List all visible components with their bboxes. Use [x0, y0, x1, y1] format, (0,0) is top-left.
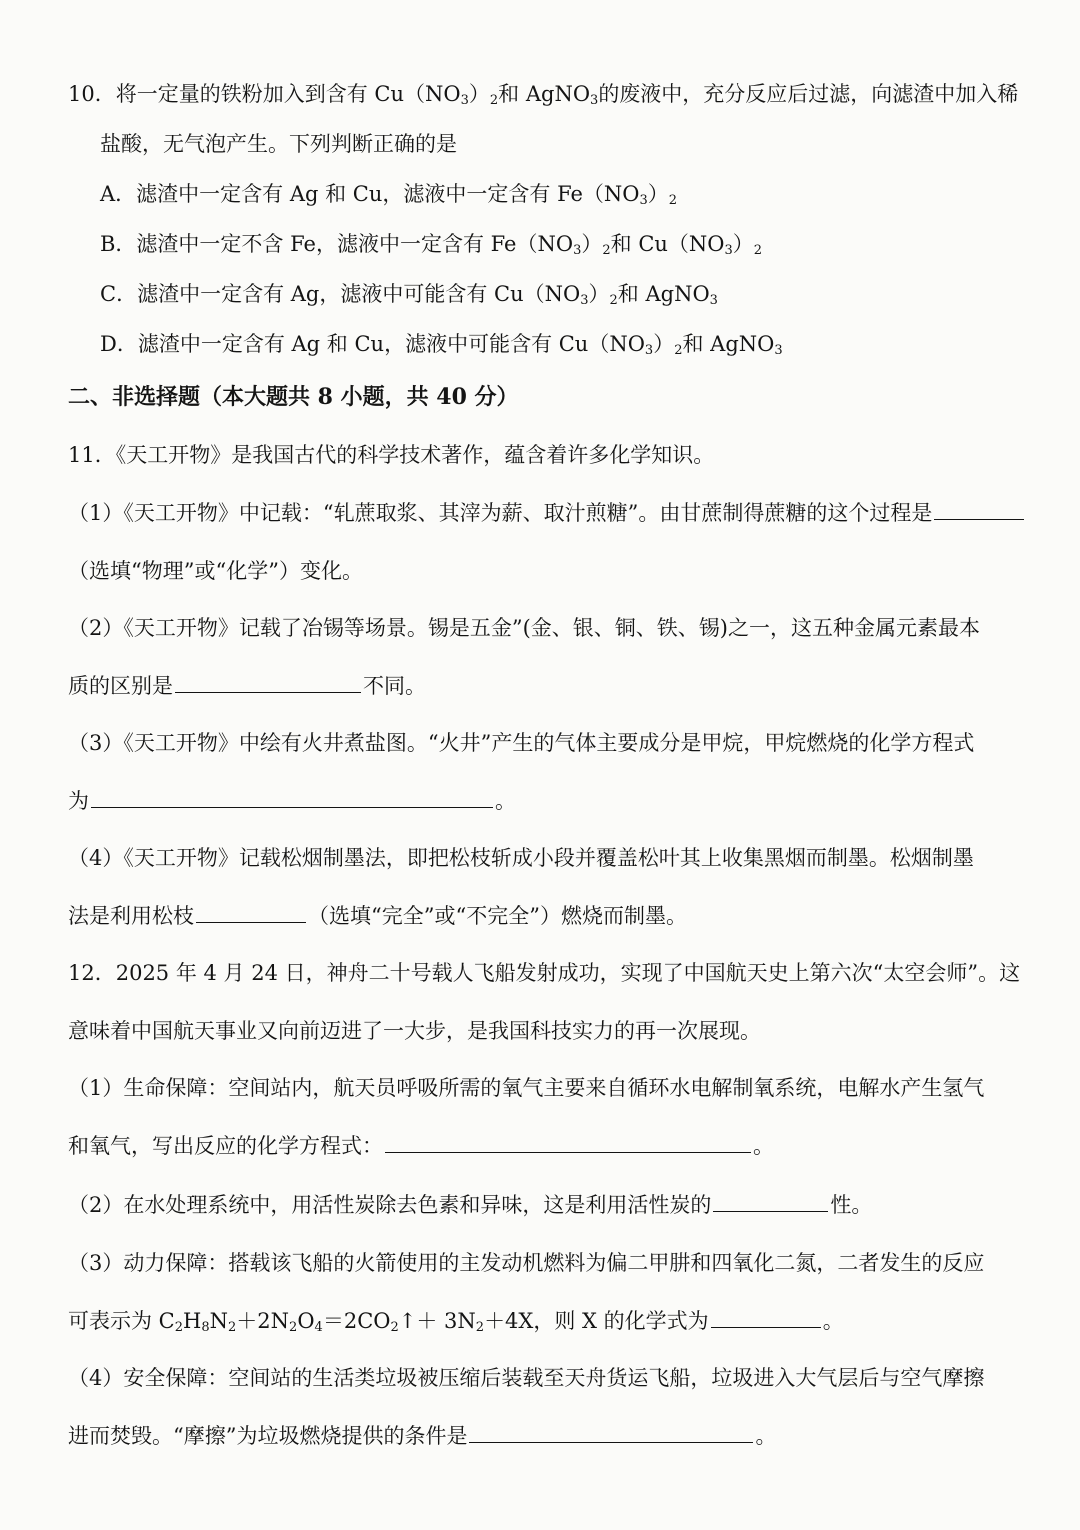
text: 和 Cu（NO	[610, 232, 725, 256]
text: 性。	[830, 1193, 873, 1217]
subscript: 2	[475, 1320, 485, 1335]
subscript: 2	[609, 293, 618, 308]
text: （1）《天工开物》中记载：“轧蔗取浆、其滓为薪、取汁煎糖”。由甘蔗制得蔗糖的这个过程是	[68, 501, 933, 525]
text: 可表示为 C	[68, 1309, 175, 1333]
q11-part3-line1: （3）《天工开物》中绘有火井煮盐图。“火井”产生的气体主要成分是甲烷，甲烷燃烧的化学方程式	[68, 731, 975, 755]
subscript: 3	[573, 243, 582, 258]
answer-blank[interactable]	[385, 1132, 751, 1153]
text: ）	[647, 182, 669, 206]
subscript: 2	[390, 1320, 399, 1335]
text: ）	[653, 332, 675, 356]
subscript: 3	[639, 193, 648, 208]
q12-stem-line2: 意味着中国航天事业又向前迈进了一大步，是我国科技实力的再一次展现。	[68, 1019, 761, 1043]
q10-option-d	[100, 330, 1080, 358]
text: 质的区别是	[68, 674, 173, 698]
subscript: 2	[602, 243, 611, 258]
subscript: 2	[753, 243, 763, 258]
q10-option-b	[100, 230, 1080, 258]
text: ↑＋ 3N	[398, 1309, 476, 1333]
text: 和 AgNO	[617, 282, 710, 306]
q11-part2-line1: （2）《天工开物》记载了冶锡等场景。锡是五金”(金、银、铜、铁、锡)之一，这五种金属元素最本	[68, 616, 980, 640]
q12-part4-line2	[68, 1422, 1080, 1450]
q10-stem-line1	[68, 80, 1080, 108]
q12-part3-line1: （3）动力保障：搭载该飞船的火箭使用的主发动机燃料为偏二甲肼和四氧化二氮，二者发生的反应	[68, 1251, 985, 1275]
q11-part1-line1	[68, 499, 1080, 527]
answer-blank[interactable]	[469, 1422, 753, 1443]
answer-blank[interactable]	[711, 1307, 821, 1328]
q12-part2	[68, 1191, 1080, 1219]
subscript: 3	[644, 343, 654, 358]
answer-blank[interactable]	[175, 672, 361, 693]
text: H	[183, 1309, 202, 1333]
subscript: 3	[590, 93, 599, 108]
text: B．滤渣中一定不含 Fe，滤液中一定含有 Fe（NO	[100, 232, 574, 256]
subscript: 3	[709, 293, 718, 308]
q12-part1-line2	[68, 1132, 1080, 1160]
q12-stem-line1: 12．2025 年 4 月 24 日，神舟二十号载人飞船发射成功，实现了中国航天史上第六次“太空会师”。这	[68, 961, 1021, 985]
text: 的废液中，充分反应后过滤，向滤渣中加入稀	[598, 82, 1019, 106]
text: 和 AgNO	[682, 332, 775, 356]
text: （2）在水处理系统中，用活性炭除去色素和异味，这是利用活性炭的	[68, 1193, 712, 1217]
text: 不同。	[363, 674, 426, 698]
subscript: 3	[580, 293, 589, 308]
text: ）	[732, 232, 754, 256]
q11-part4-line2	[68, 902, 1080, 930]
text: ）	[581, 232, 603, 256]
subscript: 8	[201, 1320, 210, 1335]
q10-option-c	[100, 280, 1080, 308]
subscript: 2	[289, 1320, 298, 1335]
subscript: 3	[774, 343, 783, 358]
q11-part2-line2	[68, 672, 1080, 700]
text: 为	[68, 789, 89, 813]
q10-option-a	[100, 180, 1080, 208]
q10-stem-line2: 盐酸，无气泡产生。下列判断正确的是	[100, 132, 457, 156]
text: N	[209, 1309, 229, 1333]
text: （选填“完全”或“不完全”）燃烧而制墨。	[308, 904, 687, 928]
text: 进而焚毁。“摩擦”为垃圾燃烧提供的条件是	[68, 1424, 468, 1448]
subscript: 2	[674, 343, 683, 358]
subscript: 3	[460, 93, 469, 108]
q11-part3-line2	[68, 787, 1080, 815]
text: A．滤渣中一定含有 Ag 和 Cu，滤液中一定含有 Fe（NO	[100, 182, 640, 206]
subscript: 2	[174, 1320, 184, 1335]
subscript: 2	[489, 93, 499, 108]
q11-part1-line2: （选填“物理”或“化学”）变化。	[68, 559, 363, 583]
text: 法是利用松枝	[68, 904, 194, 928]
text: 10．将一定量的铁粉加入到含有 Cu（NO	[68, 82, 461, 106]
answer-blank[interactable]	[91, 787, 493, 808]
text: 和氧气，写出反应的化学方程式：	[68, 1134, 383, 1158]
text: ）	[588, 282, 610, 306]
text: 。	[822, 1309, 844, 1333]
answer-blank[interactable]	[934, 499, 1024, 520]
text: 。	[495, 789, 516, 813]
text: D．滤渣中一定含有 Ag 和 Cu，滤液中可能含有 Cu（NO	[100, 332, 645, 356]
subscript: 2	[668, 193, 678, 208]
text: ＋4X，则 X 的化学式为	[484, 1309, 709, 1333]
text: ＋2N	[236, 1309, 290, 1333]
section-heading: 二、非选择题（本大题共 8 小题，共 40 分）	[68, 384, 519, 410]
subscript: 4	[314, 1320, 323, 1335]
text: 和 AgNO	[498, 82, 591, 106]
q12-part1-line1: （1）生命保障：空间站内，航天员呼吸所需的氧气主要来自循环水电解制氧系统，电解水产生氢气	[68, 1076, 985, 1100]
text: 。	[755, 1424, 777, 1448]
text: ＝2CO	[322, 1309, 391, 1333]
q12-part4-line1: （4）安全保障：空间站的生活类垃圾被压缩后装载至天舟货运飞船，垃圾进入大气层后与空气摩擦	[68, 1366, 985, 1390]
q12-part3-line2	[68, 1307, 1080, 1335]
text: C．滤渣中一定含有 Ag，滤液中可能含有 Cu（NO	[100, 282, 581, 306]
text: 。	[753, 1134, 774, 1158]
text: O	[297, 1309, 315, 1333]
subscript: 2	[228, 1320, 237, 1335]
answer-blank[interactable]	[196, 902, 306, 923]
q11-stem: 11．《天工开物》是我国古代的科学技术著作，蕴含着许多化学知识。	[68, 443, 715, 467]
text: ）	[468, 82, 490, 106]
subscript: 3	[724, 243, 733, 258]
q11-part4-line1: （4）《天工开物》记载松烟制墨法，即把松枝斩成小段并覆盖松叶其上收集黑烟而制墨。松烟制墨	[68, 846, 974, 870]
answer-blank[interactable]	[713, 1191, 828, 1212]
